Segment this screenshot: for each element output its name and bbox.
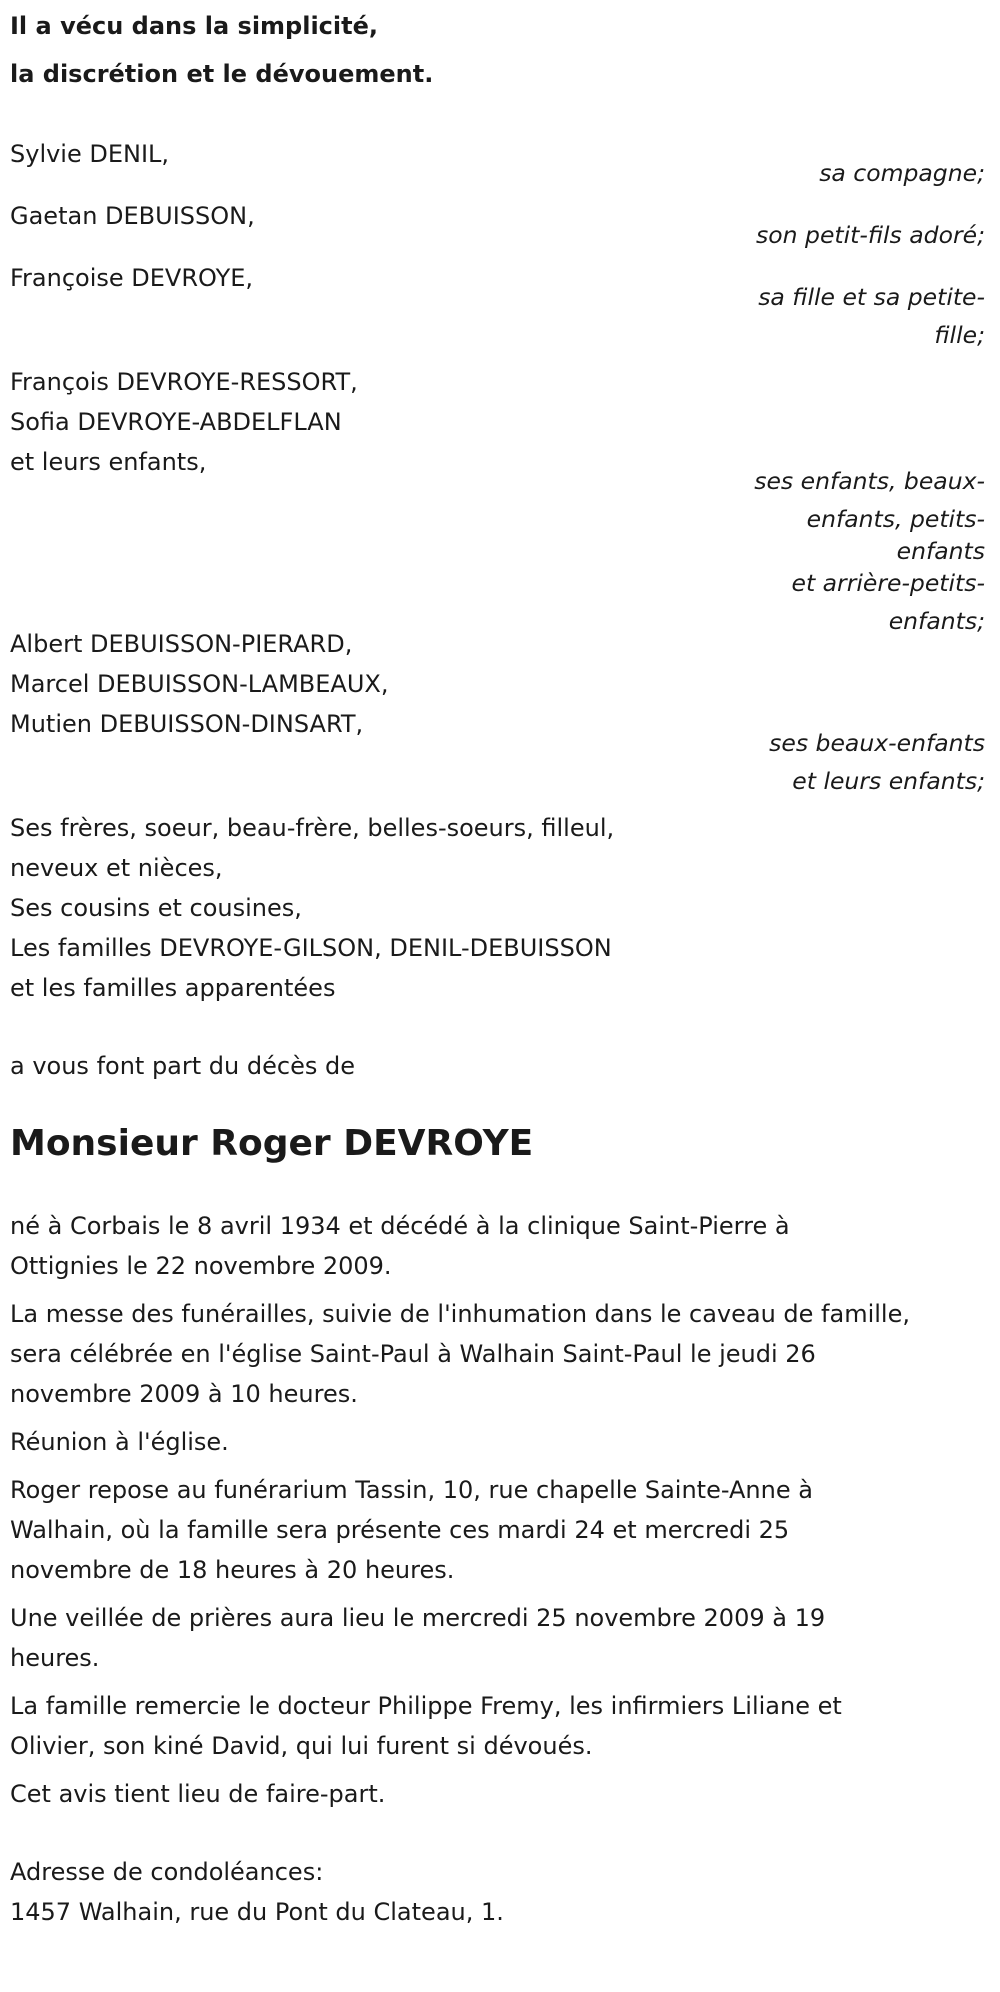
family-entry — [10, 258, 985, 362]
paragraph-line: sera célébrée en l'église Saint-Paul à Walhain Saint-Paul le jeudi 26 — [10, 1340, 816, 1368]
role-line: son petit-fils adoré; — [756, 221, 985, 249]
family-role — [725, 278, 985, 354]
family-names — [10, 258, 710, 298]
family-entry — [10, 624, 985, 808]
paragraph — [10, 1686, 985, 1766]
paragraph-line: Walhain, où la famille sera présente ces mardi 24 et mercredi 25 — [10, 1516, 790, 1544]
relatives-line: Les familles DEVROYE-GILSON, DENIL-DEBUISSON — [10, 934, 612, 962]
obituary-notice — [10, 0, 985, 1932]
paragraph-line: Réunion à l'église. — [10, 1428, 229, 1456]
paragraph — [10, 1294, 985, 1414]
family-name: François DEVROYE-RESSORT, — [10, 368, 358, 396]
deceased-name: Monsieur Roger DEVROYE — [10, 1123, 534, 1164]
role-line: ses enfants, beaux- — [754, 467, 985, 495]
paragraph-line: Olivier, son kiné David, qui lui furent si dévoués. — [10, 1732, 593, 1760]
condolences-address: 1457 Walhain, rue du Pont du Clateau, 1. — [10, 1898, 504, 1926]
family-names — [10, 362, 710, 482]
family-name: Albert DEBUISSON-PIERARD, — [10, 630, 353, 658]
paragraph — [10, 1422, 985, 1462]
role-line: fille; — [934, 321, 985, 349]
paragraph-line: novembre 2009 à 10 heures. — [10, 1380, 358, 1408]
family-entry — [10, 362, 985, 635]
paragraph — [10, 1206, 985, 1286]
paragraph-line: novembre de 18 heures à 20 heures. — [10, 1556, 455, 1584]
role-line: sa compagne; — [819, 159, 985, 187]
relatives-line: et les familles apparentées — [10, 974, 336, 1002]
paragraph — [10, 1598, 985, 1678]
role-line: enfants, petits- — [806, 505, 985, 533]
paragraph-line: La messe des funérailles, suivie de l'inhumation dans le caveau de famille, — [10, 1300, 910, 1328]
motto — [10, 2, 985, 98]
family-entry — [10, 134, 985, 196]
paragraph — [10, 1774, 985, 1814]
role-line: ses beaux-enfants — [769, 729, 985, 757]
paragraph-line: La famille remercie le docteur Philippe Fremy, les infirmiers Liliane et — [10, 1692, 842, 1720]
relatives-line: neveux et nièces, — [10, 854, 223, 882]
family-role — [725, 724, 985, 800]
paragraph — [10, 1470, 985, 1590]
condolences-label: Adresse de condoléances: — [10, 1858, 324, 1886]
paragraph-line: heures. — [10, 1644, 100, 1672]
paragraph-line: Cet avis tient lieu de faire-part. — [10, 1780, 386, 1808]
motto-line: Il a vécu dans la simplicité, — [10, 12, 379, 40]
role-line: et leurs enfants; — [792, 767, 985, 795]
motto-line: la discrétion et le dévouement. — [10, 60, 434, 88]
family-name: Mutien DEBUISSON-DINSART, — [10, 710, 364, 738]
role-line: enfants — [896, 537, 985, 565]
family-names — [10, 134, 710, 174]
relatives-line: Ses frères, soeur, beau-frère, belles-soeurs, filleul, — [10, 814, 615, 842]
condolences — [10, 1852, 985, 1932]
role-line: sa fille et sa petite- — [758, 283, 985, 311]
paragraph-line: Roger repose au funérarium Tassin, 10, rue chapelle Sainte-Anne à — [10, 1476, 813, 1504]
family-names — [10, 196, 710, 236]
family-role — [725, 462, 985, 640]
family-names — [10, 624, 710, 744]
paragraph-line: Ottignies le 22 novembre 2009. — [10, 1252, 392, 1280]
details — [10, 1206, 985, 1814]
family-name: Marcel DEBUISSON-LAMBEAUX, — [10, 670, 389, 698]
family-name: Sofia DEVROYE-ABDELFLAN — [10, 408, 342, 436]
relatives-list — [10, 808, 985, 1008]
announcement: a vous font part du décès de — [10, 1052, 355, 1080]
role-line: enfants; — [888, 607, 985, 635]
family-role — [725, 216, 985, 254]
family-name: Françoise DEVROYE, — [10, 264, 254, 292]
paragraph-line: Une veillée de prières aura lieu le mercredi 25 novembre 2009 à 19 — [10, 1604, 826, 1632]
paragraph-line: né à Corbais le 8 avril 1934 et décédé à la clinique Saint-Pierre à — [10, 1212, 790, 1240]
family-name: et leurs enfants, — [10, 448, 207, 476]
role-line: et arrière-petits- — [791, 569, 985, 597]
family-name: Gaetan DEBUISSON, — [10, 202, 255, 230]
relatives-line: Ses cousins et cousines, — [10, 894, 302, 922]
family-name: Sylvie DENIL, — [10, 140, 170, 168]
family-role — [725, 154, 985, 192]
family-entry — [10, 196, 985, 258]
